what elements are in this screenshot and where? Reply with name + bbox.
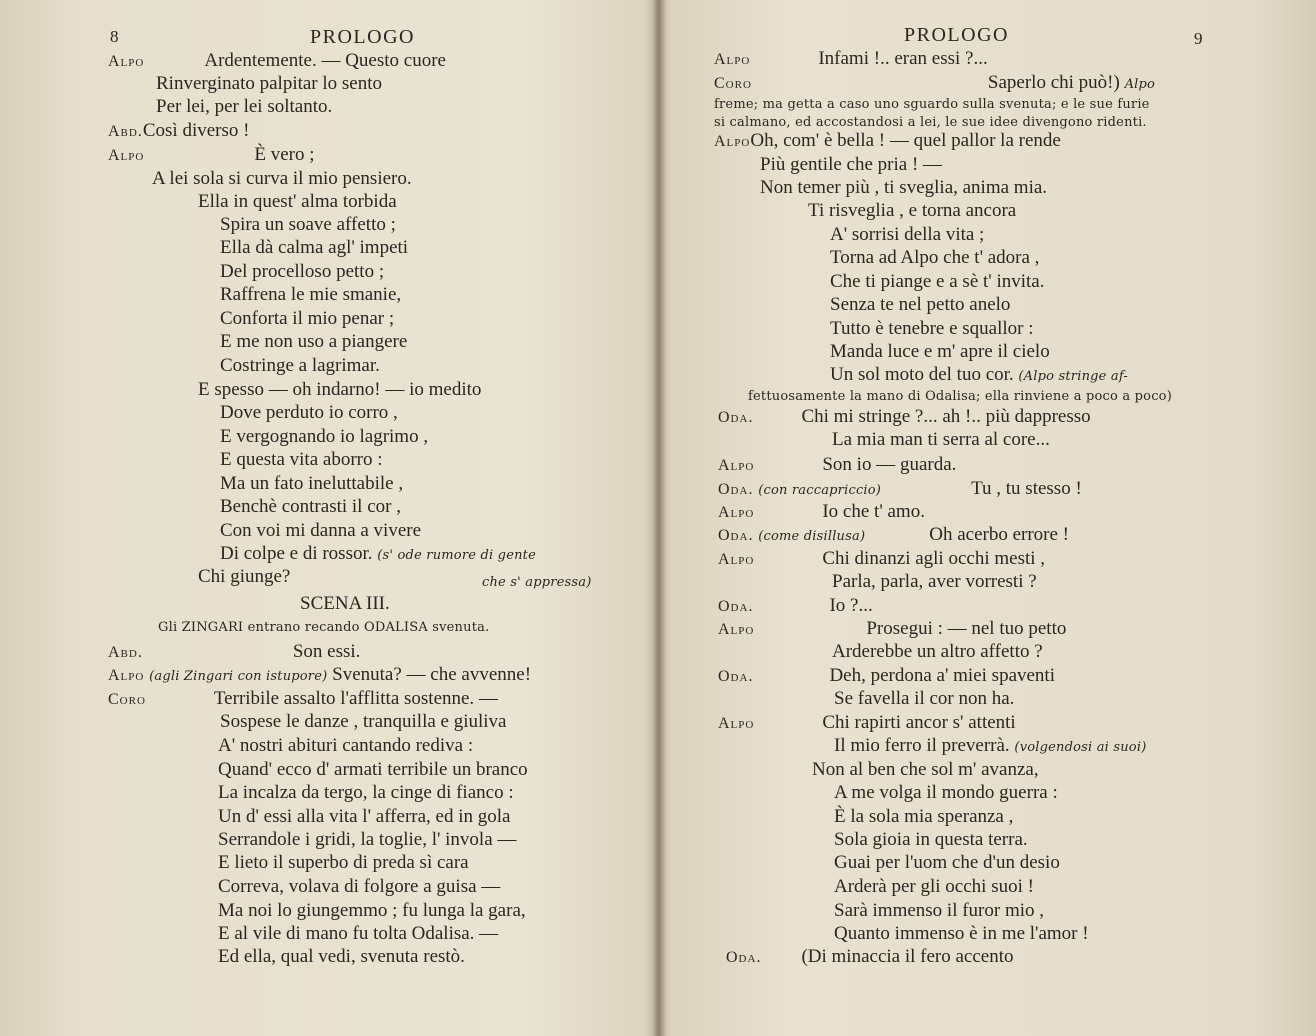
verse-line: A lei sola si curva il mio pensiero. <box>152 168 412 189</box>
verse-line: Un sol moto del tuo cor. (Alpo stringe af- <box>830 364 1128 385</box>
verse-line: Alpo Ardentemente. — Questo cuore <box>108 50 446 71</box>
verse-line: Abd. Son essi. <box>108 641 361 662</box>
verse-line: Il mio ferro il preverrà. (volgendosi ai suoi) <box>834 735 1147 756</box>
verse-line: Con voi mi danna a vivere <box>220 520 422 541</box>
verse-line: Senza te nel petto anelo <box>830 294 1011 315</box>
verse-line: Coro Terribile assalto l'afflitta sostenne. — <box>108 688 498 709</box>
speaker-name: Alpo <box>108 147 145 164</box>
speaker-name: Alpo <box>718 551 755 568</box>
stage-direction: (agli Zingari con istupore) <box>149 669 328 684</box>
verse-line: Alpo (agli Zingari con istupore) Svenuta? — che avvenne! <box>108 664 532 685</box>
verse-line: Benchè contrasti il cor , <box>220 496 401 517</box>
speaker-name: Coro <box>108 691 146 708</box>
speaker-name: Oda. <box>718 409 754 426</box>
stage-direction: (con raccapriccio) <box>758 483 882 498</box>
verse-line: Ma noi lo giungemmo ; fu lunga la gara, <box>218 900 526 921</box>
scene-heading: SCENA III. <box>300 593 390 614</box>
verse-line: Serrandole i gridi, la toglie, l' invola — <box>218 829 517 850</box>
stage-direction: che s' appressa) <box>482 575 592 590</box>
speaker-name: Oda. <box>726 949 762 966</box>
speaker-name: Alpo <box>108 53 145 70</box>
verse-line: A me volga il mondo guerra : <box>834 782 1058 803</box>
speaker-name: Oda. <box>718 527 754 544</box>
verse-line: Più gentile che pria ! — <box>760 154 943 175</box>
speaker-name: Oda. <box>718 598 754 615</box>
stage-direction: fettuosamente la mano di Odalisa; ella rinviene a poco a poco) <box>748 389 1172 404</box>
verse-line: Quand' ecco d' armati terribile un branco <box>218 759 528 780</box>
speaker-name: Alpo <box>108 667 145 684</box>
page-number: 8 <box>110 27 119 46</box>
speaker-name: Oda. <box>718 481 754 498</box>
verse-line: Sarà immenso il furor mio , <box>834 900 1045 921</box>
stage-direction: Gli ZINGARI entrano recando ODALISA svenuta. <box>158 620 490 635</box>
stage-direction: (come disillusa) <box>758 529 866 544</box>
verse-line: Parla, parla, aver vorresti ? <box>832 571 1037 592</box>
verse-line: Torna ad Alpo che t' adora , <box>830 247 1040 268</box>
page-number: 9 <box>1194 29 1203 48</box>
verse-line: Correva, volava di folgore a guisa — <box>218 876 501 897</box>
speaker-name: Alpo <box>714 51 751 68</box>
right-page <box>666 0 1316 1036</box>
verse-line: E vergognando io lagrimo , <box>220 426 429 447</box>
verse-line: Ed ella, qual vedi, svenuta restò. <box>218 946 465 967</box>
verse-line: Dove perduto io corro , <box>220 402 398 423</box>
verse-line: Alpo Chi rapirti ancor s' attenti <box>718 712 1016 733</box>
speaker-name: Abd. <box>108 123 143 140</box>
verse-line: Ella dà calma agl' impeti <box>220 237 409 258</box>
verse-line: E al vile di mano fu tolta Odalisa. — <box>218 923 499 944</box>
speaker-name: Alpo <box>718 621 755 638</box>
verse-line: Non al ben che sol m' avanza, <box>812 759 1039 780</box>
verse-line: Costringe a lagrimar. <box>220 355 380 376</box>
verse-line: E lieto il superbo di preda sì cara <box>218 852 469 873</box>
verse-line: AlpoOh, com' è bella ! — quel pallor la rende <box>714 130 1061 151</box>
speaker-name: Alpo <box>718 457 755 474</box>
verse-line: Quanto immenso è in me l'amor ! <box>834 923 1089 944</box>
verse-line: Arderà per gli occhi suoi ! <box>834 876 1034 897</box>
stage-direction: (Alpo stringe af- <box>1018 369 1128 384</box>
verse-line: Oda. Io ?... <box>718 595 873 616</box>
stage-direction: (volgendosi ai suoi) <box>1014 740 1147 755</box>
verse-line: Di colpe e di rossor. (s' ode rumore di gente <box>220 543 536 564</box>
speaker-name: Oda. <box>718 668 754 685</box>
verse-line: Che ti piange e a sè t' invita. <box>830 271 1045 292</box>
speaker-name: Alpo <box>714 133 751 150</box>
verse-line: Del procelloso petto ; <box>220 261 385 282</box>
verse-line: Alpo Son io — guarda. <box>718 454 957 475</box>
verse-line: E questa vita aborro : <box>220 449 383 470</box>
stage-direction: (s' ode rumore di gente <box>377 548 536 563</box>
running-head: PROLOGO <box>904 24 1009 46</box>
verse-line: Rinverginato palpitar lo sento <box>156 73 383 94</box>
verse-line: Alpo È vero ; <box>108 144 315 165</box>
verse-line: Alpo Chi dinanzi agli occhi mesti , <box>718 548 1046 569</box>
book-gutter <box>652 0 666 1036</box>
verse-line: Ma un fato ineluttabile , <box>220 473 404 494</box>
verse-line: Abd.Così diverso ! <box>108 120 250 141</box>
verse-line: Se favella il cor non ha. <box>834 688 1015 709</box>
running-head: PROLOGO <box>310 26 415 48</box>
verse-line: Oda. Deh, perdona a' miei spaventi <box>718 665 1055 686</box>
verse-line: E me non uso a piangere <box>220 331 408 352</box>
verse-line: Arderebbe un altro affetto ? <box>832 641 1043 662</box>
speaker-name: Abd. <box>108 644 143 661</box>
verse-line: Oda. Chi mi stringe ?... ah !.. più dappresso <box>718 406 1091 427</box>
verse-line: Oda. (Di minaccia il fero accento <box>726 946 1014 967</box>
verse-line: Conforta il mio penar ; <box>220 308 395 329</box>
verse-line: È la sola mia speranza , <box>834 806 1014 827</box>
verse-line: Chi giunge? <box>198 566 291 587</box>
verse-line: Raffrena le mie smanie, <box>220 284 402 305</box>
speaker-name: Alpo <box>718 715 755 732</box>
stage-direction: freme; ma getta a caso uno sguardo sulla svenuta; e le sue furie <box>714 97 1150 112</box>
speaker-name: Alpo <box>718 504 755 521</box>
verse-line: Manda luce e m' apre il cielo <box>830 341 1050 362</box>
verse-line: A' nostri abituri cantando rediva : <box>218 735 474 756</box>
verse-line: Per lei, per lei soltanto. <box>156 96 333 117</box>
verse-line: Sospese le danze , tranquilla e giuliva <box>220 711 507 732</box>
verse-line: Alpo Io che t' amo. <box>718 501 925 522</box>
verse-line: Sola gioia in questa terra. <box>834 829 1028 850</box>
verse-line: Guai per l'uom che d'un desio <box>834 852 1060 873</box>
left-page <box>0 0 652 1036</box>
stage-direction: Alpo <box>1124 77 1156 92</box>
verse-line: Non temer più , ti sveglia, anima mia. <box>760 177 1048 198</box>
verse-line: La incalza da tergo, la cinge di fianco : <box>218 782 514 803</box>
verse-line: Oda. (con raccapriccio) Tu , tu stesso ! <box>718 478 1082 499</box>
verse-line: Spira un soave affetto ; <box>220 214 396 235</box>
verse-line: Oda. (come disillusa) Oh acerbo errore ! <box>718 524 1070 545</box>
verse-line: Tutto è tenebre e squallor : <box>830 318 1034 339</box>
verse-line: Alpo Prosegui : — nel tuo petto <box>718 618 1067 639</box>
speaker-name: Coro <box>714 75 752 92</box>
verse-line: La mia man ti serra al core... <box>832 429 1050 450</box>
verse-line: Coro Saperlo chi può!) Alpo <box>714 72 1156 93</box>
verse-line: A' sorrisi della vita ; <box>830 224 985 245</box>
stage-direction: si calmano, ed accostandosi a lei, le sue idee divengono ridenti. <box>714 115 1147 130</box>
verse-line: Alpo Infami !.. eran essi ?... <box>714 48 988 69</box>
verse-line: E spesso — oh indarno! — io medito <box>198 379 482 400</box>
verse-line: Un d' essi alla vita l' afferra, ed in gola <box>218 806 511 827</box>
verse-line: Ella in quest' alma torbida <box>198 191 397 212</box>
verse-line: Ti risveglia , e torna ancora <box>808 200 1017 221</box>
